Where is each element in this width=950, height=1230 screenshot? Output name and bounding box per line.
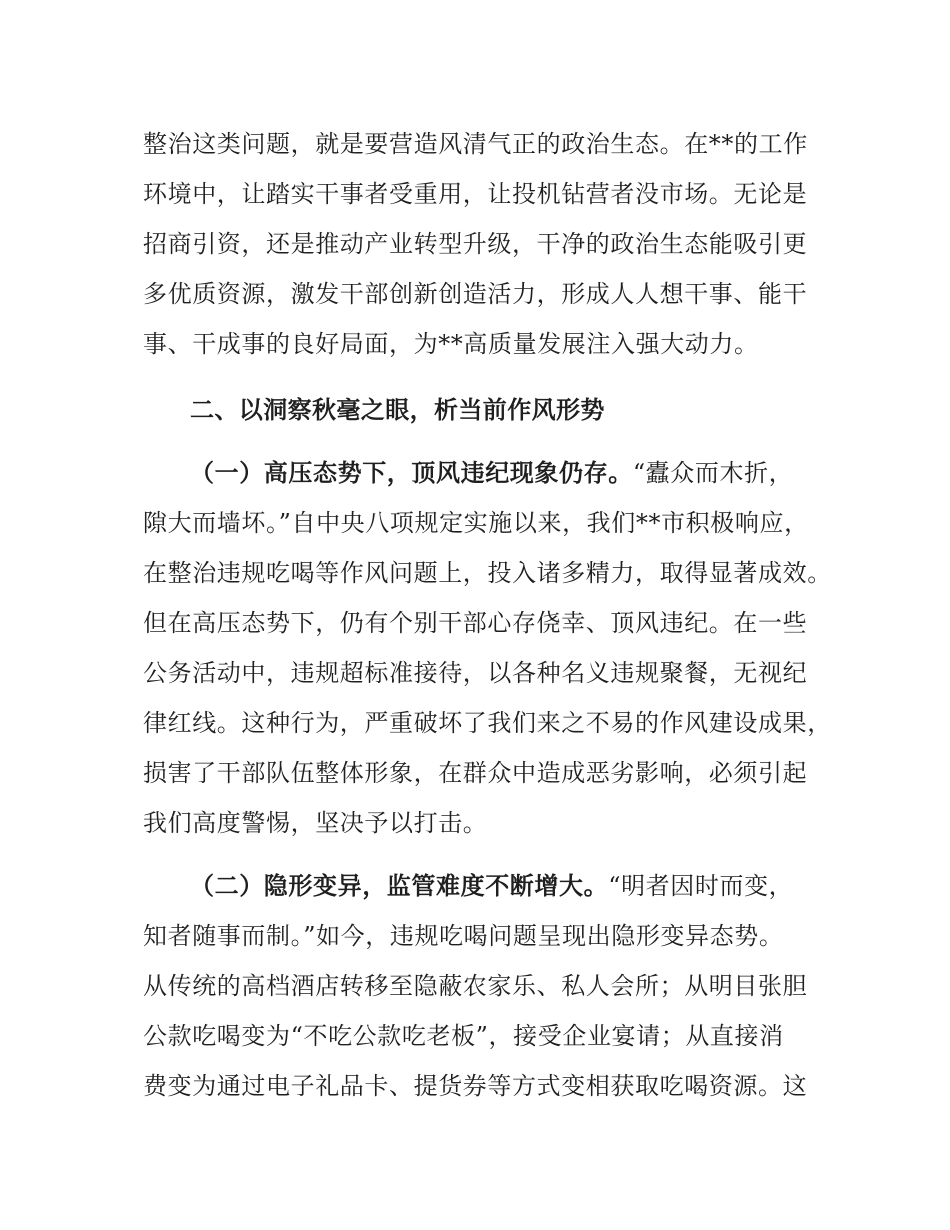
- subsection-1-line-8: 我们高度警惕，坚决予以打击。: [143, 809, 488, 837]
- section-2-heading: 二、以洞察秋毫之眼，析当前作风形势: [190, 396, 605, 424]
- subsection-2-title: （二）隐形变异，监管难度不断增大。: [190, 872, 609, 900]
- subsection-1-line-7: 损害了干部队伍整体形象，在群众中造成恶劣影响，必须引起: [143, 759, 808, 787]
- subsection-2-quote-start: “明者因时而变，: [608, 872, 794, 900]
- paragraph-1-line-1: 整治这类问题，就是要营造风清气正的政治生态。在**的工作: [143, 130, 808, 158]
- subsection-1-title: （一）高压态势下，顶风违纪现象仍存。: [190, 459, 633, 487]
- subsection-1-line-6: 律红线。这种行为，严重破坏了我们来之不易的作风建设成果，: [143, 709, 832, 737]
- subsection-1-line-4: 但在高压态势下，仍有个别干部心存侥幸、顶风违纪。在一些: [143, 609, 808, 637]
- paragraph-1-line-5: 事、干成事的良好局面，为**高质量发展注入强大动力。: [143, 330, 759, 358]
- subsection-2-line-4: 公款吃喝变为“不吃公款吃老板”，接受企业宴请；从直接消: [143, 1022, 784, 1050]
- subsection-1-first-line: [190, 457, 793, 489]
- paragraph-1-line-4: 多优质资源，激发干部创新创造活力，形成人人想干事、能干: [143, 280, 808, 308]
- subsection-2-line-2: 知者随事而制。”如今，违规吃喝问题呈现出隐形变异态势。: [143, 922, 784, 950]
- subsection-2-line-3: 从传统的高档酒店转移至隐蔽农家乐、私人会所；从明目张胆: [143, 972, 808, 1000]
- paragraph-1-line-3: 招商引资，还是推动产业转型升级，干净的政治生态能吸引更: [143, 230, 808, 258]
- subsection-1-line-5: 公务活动中，违规超标准接待，以各种名义违规聚餐，无视纪: [143, 659, 808, 687]
- paragraph-1-line-2: 环境中，让踏实干事者受重用，让投机钻营者没市场。无论是: [143, 180, 808, 208]
- subsection-1-line-2: 隙大而墙坏。”自中央八项规定实施以来，我们**市积极响应，: [143, 509, 809, 537]
- subsection-2-first-line: [190, 870, 793, 902]
- subsection-1-quote-start: “蠹众而木折，: [632, 459, 794, 487]
- subsection-2-line-5: 费变为通过电子礼品卡、提货券等方式变相获取吃喝资源。这: [143, 1072, 808, 1100]
- subsection-1-line-3: 在整治违规吃喝等作风问题上，投入诸多精力，取得显著成效。: [143, 559, 832, 587]
